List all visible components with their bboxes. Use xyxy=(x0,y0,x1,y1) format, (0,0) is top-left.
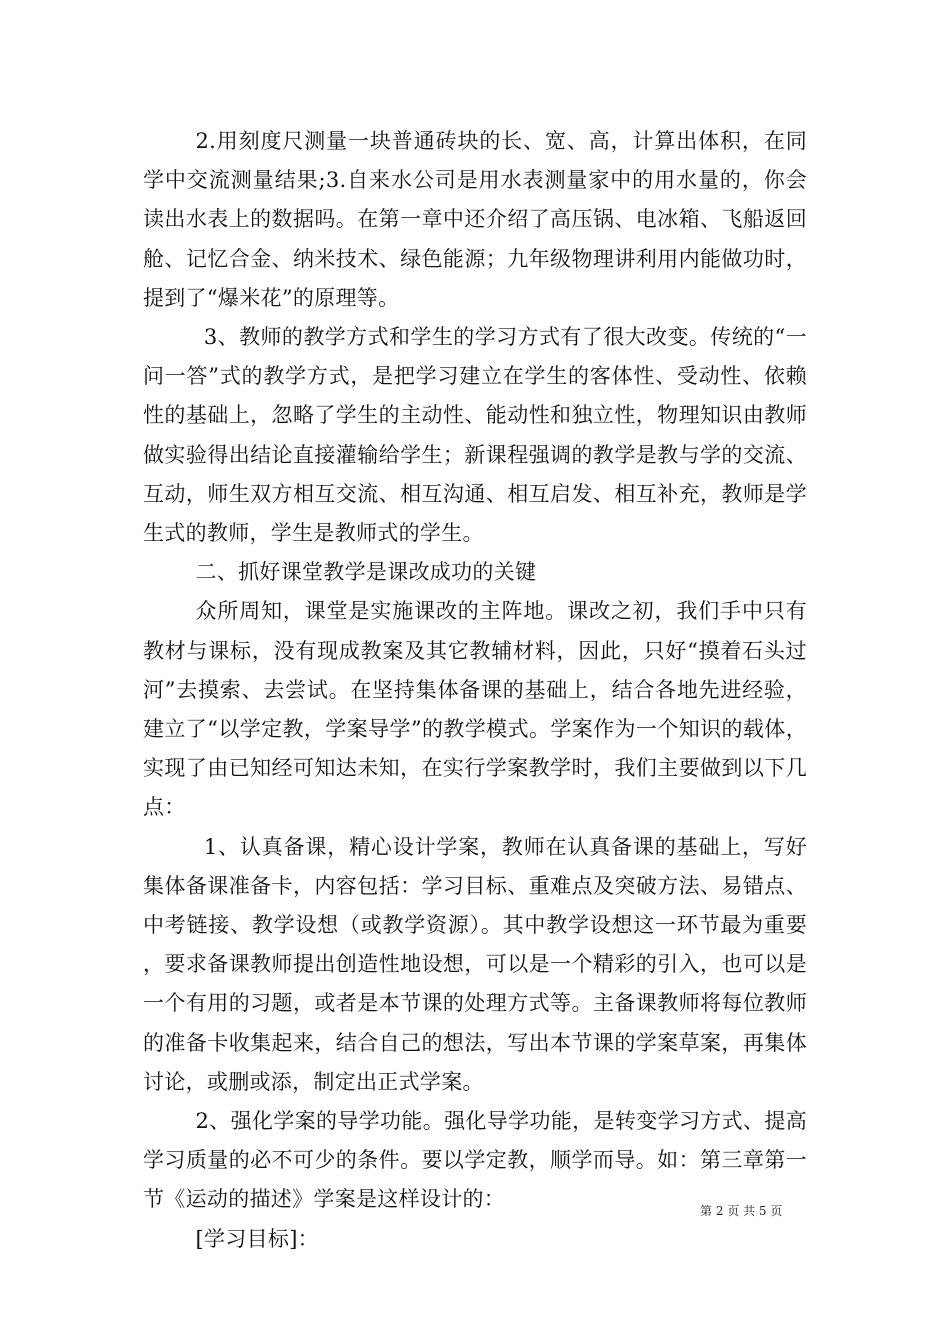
document-body xyxy=(143,122,807,1259)
paragraph-careful-lesson-preparation: 1、认真备课，精心设计学案，教师在认真备课的基础上，写好集体备课准备卡，内容包括：学习目标、重难点及突破方法、易错点、中考链接、教学设想（或教学资源）。其中教学设想这一环节最为重要，要求备课教师提出创造性地设想，可以是一个精彩的引入，也可以是一个有用的习题，或者是本节课的处理方式等。主备课教师将每位教师的准备卡收集起来，结合自己的想法，写出本节课的学案草案，再集体讨论，或删或添，制定出正式学案。 xyxy=(143,834,807,1094)
paragraph-classroom-main-position: 众所周知，课堂是实施课改的主阵地。课改之初，我们手中只有教材与课标，没有现成教案及其它教辅材料，因此，只好“摸着石头过河”去摸索、去尝试。在坚持集体备课的基础上，结合各地先进经验，建立了“以学定教，学案导学”的教学模式。学案作为一个知识的载体，实现了由已知经可知达未知，在实行学案教学时，我们主要做到以下几点： xyxy=(143,599,807,820)
paragraph-measurement-examples: 2.用刻度尺测量一块普通砖块的长、宽、高，计算出体积，在同学中交流测量结果;3.自来水公司是用水表测量家中的用水量的，你会读出水表上的数据吗。在第一章中还介绍了高压锅、电冰箱、飞船返回舱、记忆合金、纳米技术、绿色能源；九年级物理讲利用内能做功时，提到了“爆米花”的原理等。 xyxy=(143,129,807,310)
page-number-footer: 第 2 页 共 5 页 xyxy=(700,1204,783,1218)
paragraph-teaching-method-change: 3、教师的教学方式和学生的学习方式有了很大改变。传统的“一问一答”式的教学方式，是把学习建立在学生的客体性、受动性、依赖性的基础上，忽略了学生的主动性、能动性和独立性，物理知识由教师做实验得出结论直接灌输给学生；新课程强调的教学是教与学的交流、互动，师生双方相互交流、相互沟通、相互启发、相互补充，教师是学生式的教师，学生是教师式的学生。 xyxy=(143,325,807,546)
section-heading-classroom-teaching: 二、抓好课堂教学是课改成功的关键 xyxy=(195,560,537,585)
paragraph-guided-learning-function: 2、强化学案的导学功能。强化导学功能，是转变学习方式、提高学习质量的必不可少的条件。要以学定教，顺学而导。如：第三章第一节《运动的描述》学案是这样设计的： xyxy=(143,1109,807,1212)
paragraph-learning-objectives-heading: [学习目标]： xyxy=(195,1226,319,1251)
